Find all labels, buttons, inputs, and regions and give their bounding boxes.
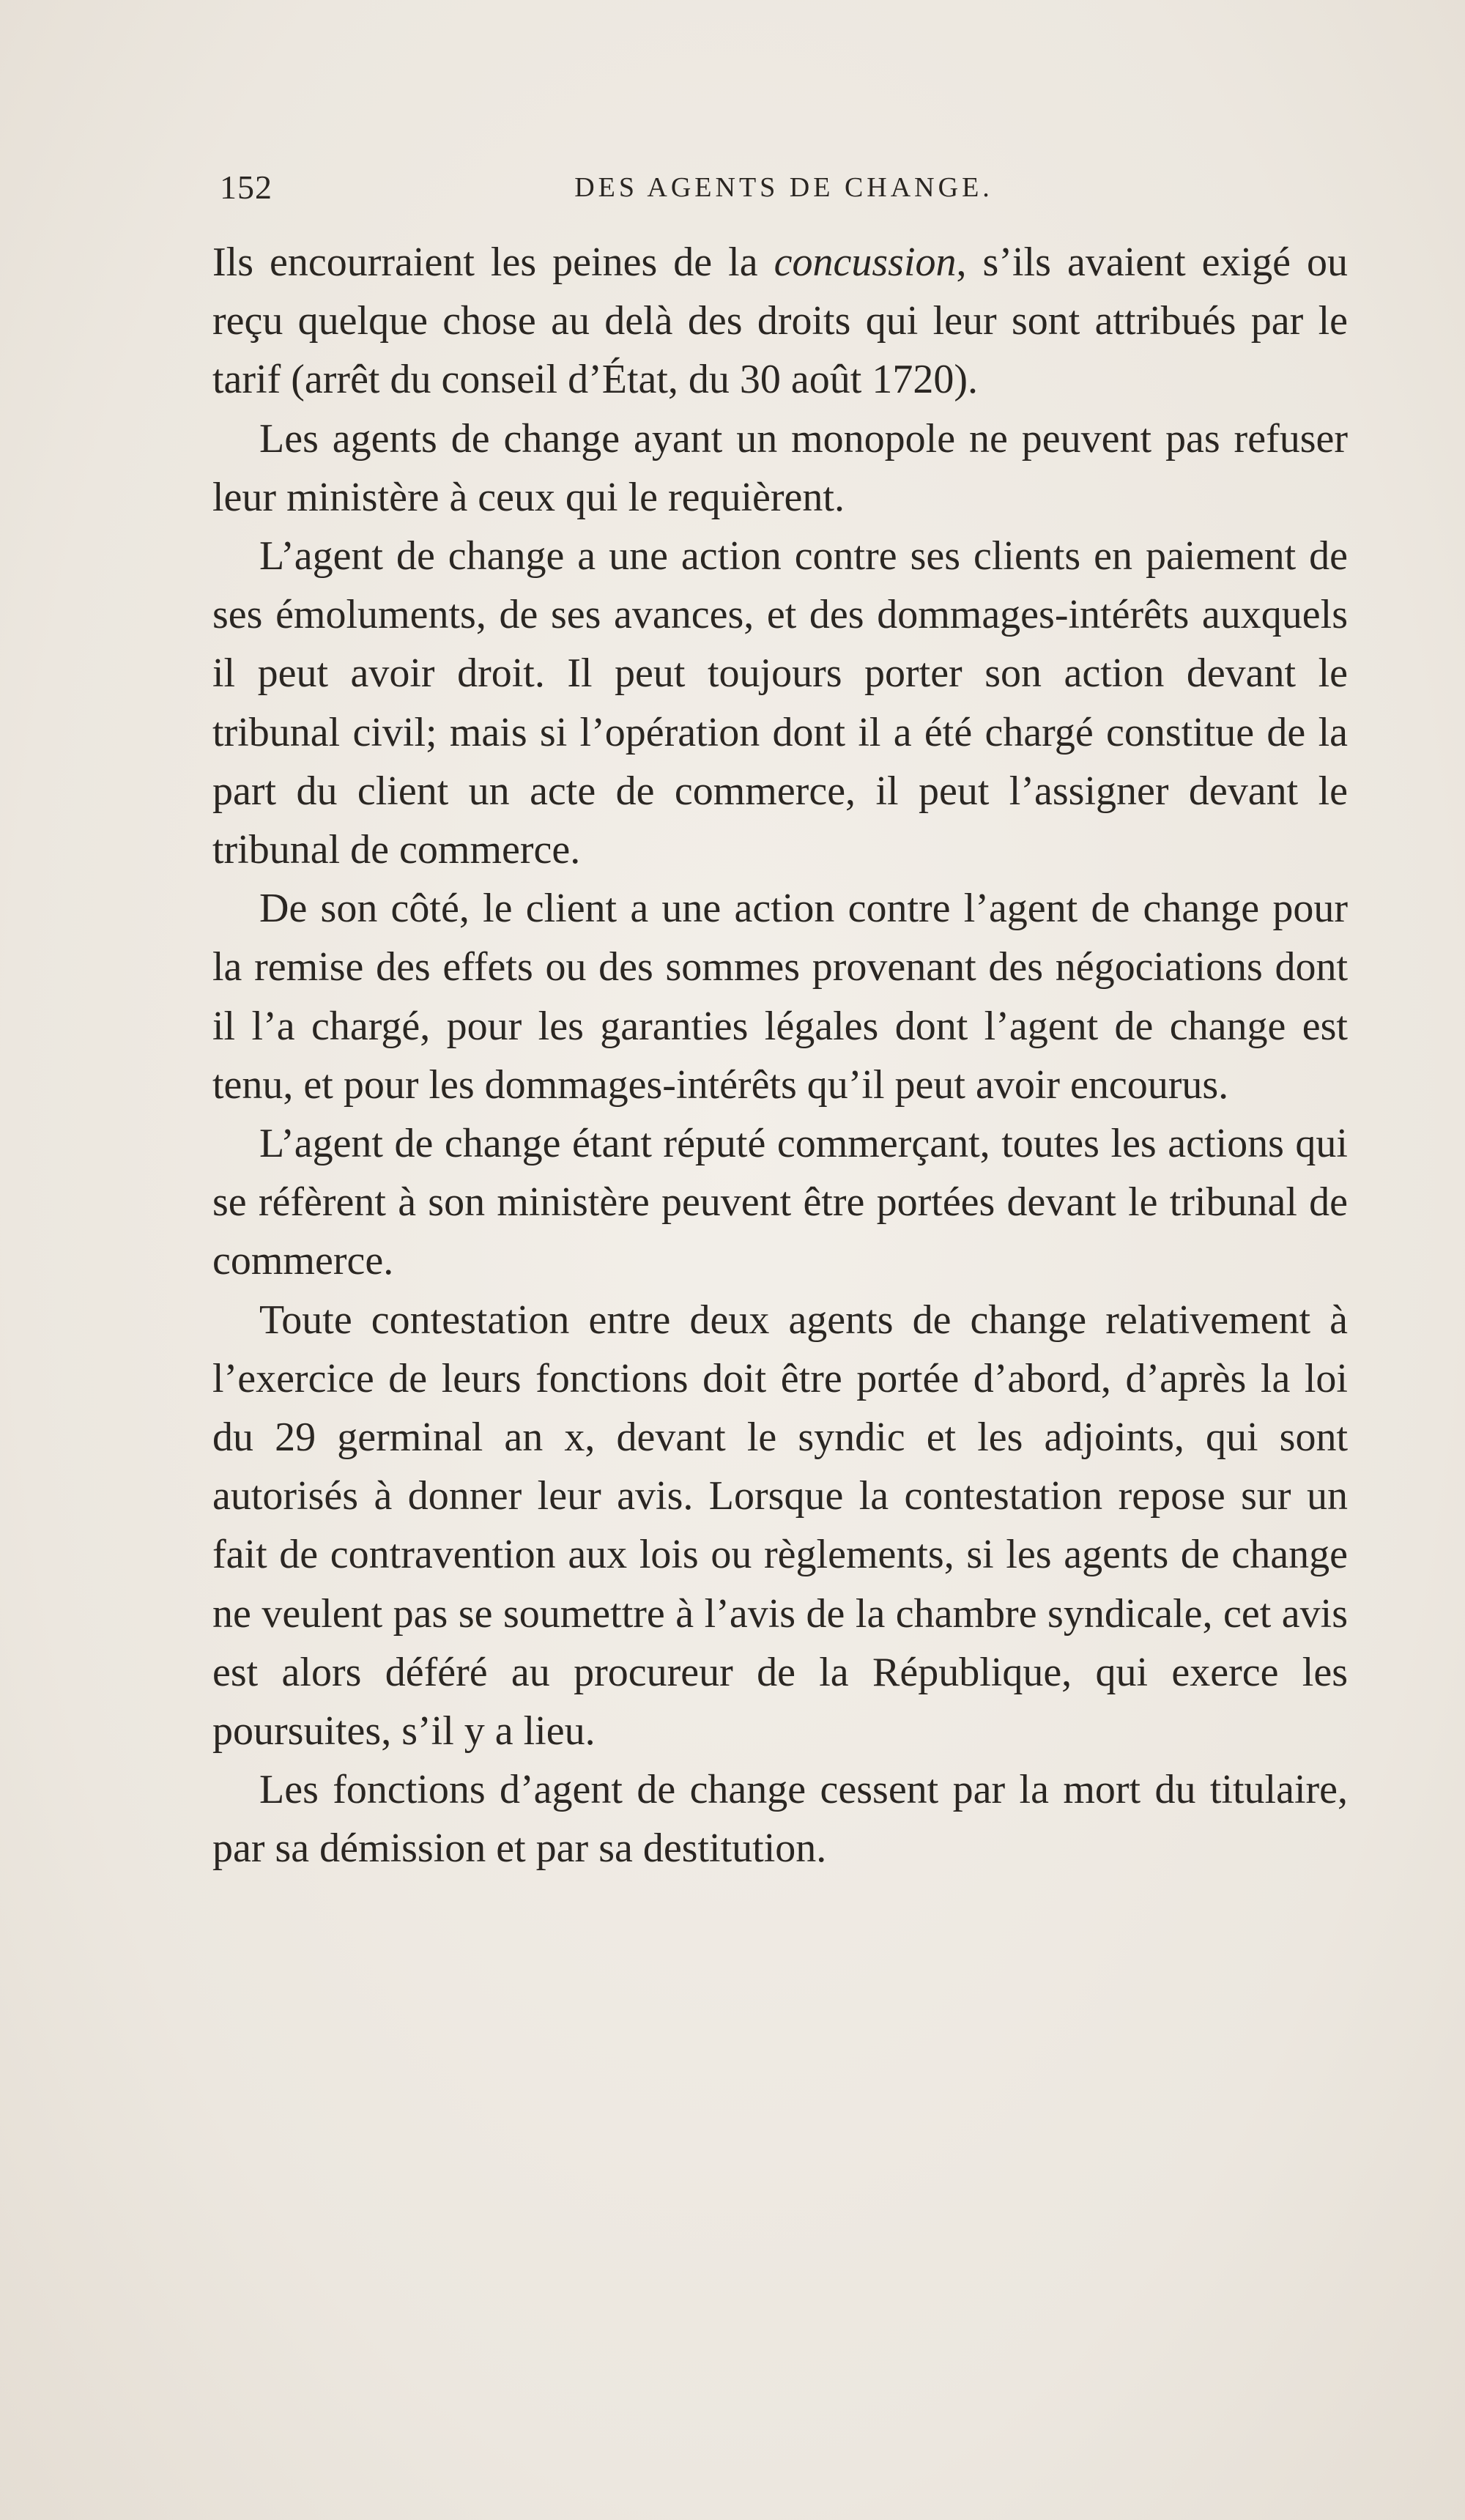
- paragraph-7: Les fonctions d’agent de change cessent par la mort du titulaire, par sa démission et par sa destitution.: [212, 1767, 1348, 1872]
- paragraph-3: L’agent de change a une action contre ses clients en paiement de ses émoluments, de ses avances, et des dommages-intérêts auxquels il peut avoir droit. Il peut toujours porter son action devant le tribunal civil; mais si l’opération dont il a été chargé constitue de la part du client un acte de commerce, il peut l’assigner devant le tribunal de commerce.: [212, 533, 1348, 873]
- paragraph-1: [212, 233, 1348, 410]
- paragraph-5: L’agent de change étant réputé commerçant, toutes les actions qui se réfèrent à son ministère peuvent être portées devant le tribunal de commerce.: [212, 1121, 1348, 1284]
- page-number: 152: [220, 168, 272, 206]
- body-text: [212, 233, 1348, 1878]
- running-title: DES AGENTS DE CHANGE.: [574, 172, 993, 203]
- concussion-italic: concussion: [774, 240, 957, 285]
- paragraph-4: De son côté, le client a une action contre l’agent de change pour la remise des effets ou des sommes provenant des négociations dont il l’a chargé, pour les garanties légales dont l’agent de change est tenu, et pour les dommages-intérêts qu’il peut avoir encourus.: [212, 886, 1348, 1108]
- paragraph-6: Toute contestation entre deux agents de change relativement à l’exercice de leurs fonctions doit être portée d’abord, d’après la loi du 29 germinal an x, devant le syndic et les adjoints, qui sont autorisés à donner leur avis. Lorsque la contestation repose sur un fait de contravention aux lois ou règlements, si les agents de change ne veulent pas se soumettre à l’avis de la chambre syndicale, cet avis est alors déféré au procureur de la République, qui exerce les poursuites, s’il y a lieu.: [212, 1297, 1348, 1754]
- paragraph-1-start: Ils encourraient les peines de la: [212, 240, 774, 285]
- page-header: [220, 166, 1348, 210]
- paragraph-1-end: , s’ils avaient exigé ou reçu quelque chose au delà des droits qui leur sont attribués par le tarif (arrêt du conseil d’État, du 30 août 1720).: [212, 240, 1349, 403]
- paragraph-2: Les agents de change ayant un monopole ne peuvent pas refuser leur ministère à ceux qui le requièrent.: [212, 415, 1348, 520]
